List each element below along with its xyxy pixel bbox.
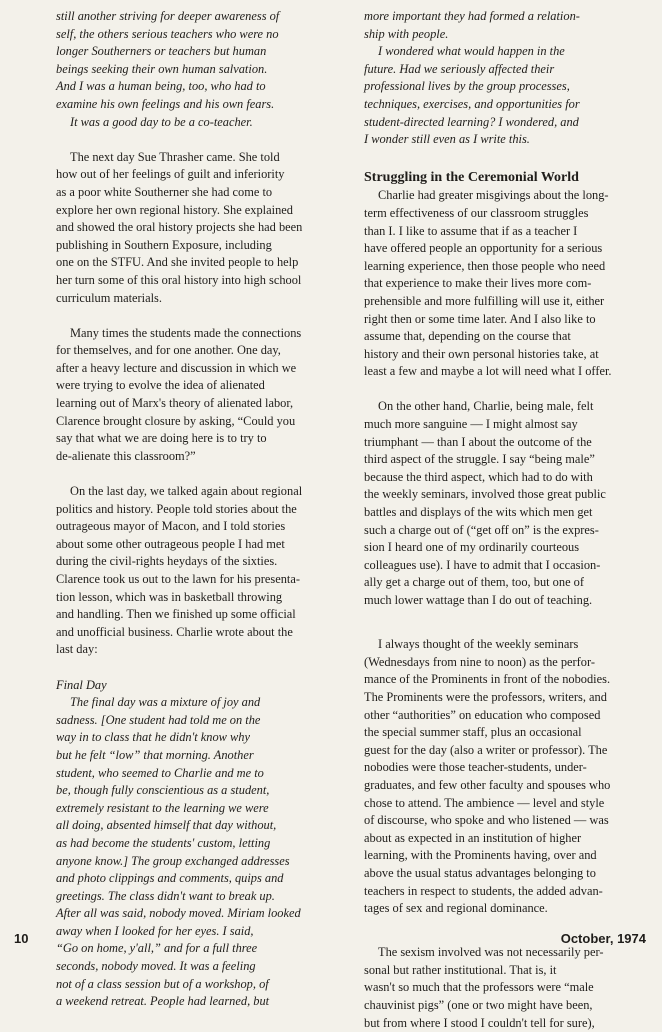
paragraph-line: the weekly seminars, involved those great public [364, 487, 606, 502]
paragraph-line: guest for the day (also a writer or professor). The [364, 742, 608, 757]
paragraph-line: of discourse, who spoke and who listened — was [364, 813, 609, 828]
quote-line: be, though fully conscientious as a student, [56, 783, 270, 798]
paragraph-weekly-seminars [364, 636, 648, 918]
quote-line: self, the others serious teachers who were no [56, 26, 279, 41]
paragraph-line: wasn't so much that the professors were “male [364, 980, 594, 995]
paragraph-line: because the third aspect, which had to do with [364, 469, 593, 484]
paragraph-line: one on the STFU. And she invited people to help [56, 255, 299, 270]
paragraph-line: publishing in Southern Exposure, including [56, 237, 272, 252]
right-column [364, 8, 648, 1032]
quote-line: a weekend retreat. People had learned, but [56, 994, 270, 1009]
quote-title: Final Day [56, 677, 107, 692]
paragraph-line: I always thought of the weekly seminars [378, 637, 579, 652]
quote-block-continued [364, 8, 648, 149]
quote-line: I wonder still even as I write this. [364, 132, 530, 147]
paragraph-line: The Prominents were the professors, writers, and [364, 689, 607, 704]
quote-line: beings seeking their own human salvation. [56, 61, 268, 76]
quote-line: more important they had formed a relation- [364, 9, 580, 23]
paragraph-line: Many times the students made the connections [70, 325, 302, 340]
paragraph-line: Clarence brought closure by asking, “Could you [56, 413, 296, 428]
quote-line: greetings. The class didn't want to break up. [56, 888, 275, 903]
paragraph-line: third aspect of the struggle. I say “being male” [364, 452, 595, 467]
paragraph-line: such a charge out of (“get off on” is the expres- [364, 522, 599, 537]
paragraph-line: about as expected in an institution of higher [364, 830, 582, 845]
quote-line: I wondered what would happen in the [378, 44, 565, 59]
paragraph-line: that experience to make their lives more com- [364, 276, 592, 291]
paragraph-line: right then or some time later. And I also like to [364, 311, 596, 326]
paragraph-line: have offered people an opportunity for a serious [364, 241, 603, 256]
paragraph-line: graduates, and few other faculty and spouses who [364, 777, 611, 792]
paragraph-line: learning out of Marx's theory of alienated labor, [56, 396, 294, 411]
quote-line: student, who seemed to Charlie and me to [56, 765, 264, 780]
paragraph-line: learning experience, then those people who need [364, 258, 606, 273]
paragraph-line: term effectiveness of our classroom struggles [364, 205, 589, 220]
paragraph-line: On the last day, we talked again about regional [70, 484, 303, 499]
quote-line: techniques, exercises, and opportunities for [364, 96, 580, 111]
paragraph-line: and showed the oral history projects she had been [56, 220, 303, 235]
paragraph-line: and handling. Then we finished up some official [56, 607, 296, 622]
paragraph-line: than I. I like to assume that if as a teacher I [364, 223, 578, 238]
quote-line: not of a class session but of a workshop, of [56, 976, 269, 991]
quote-line: sadness. [One student had told me on the [56, 712, 261, 727]
paragraph-line: triumphant — than I about the outcome of the [364, 434, 592, 449]
paragraph-line: On the other hand, Charlie, being male, felt [378, 399, 594, 414]
paragraph-line: battles and displays of the wits which men get [364, 505, 593, 520]
quote-line: “Go on home, y'all,” and for a full three [56, 941, 258, 956]
quote-line: examine his own feelings and his own fears. [56, 96, 275, 111]
paragraph-line: nobodies were those teacher-students, under- [364, 760, 587, 775]
paragraph-line: politics and history. People told stories about the [56, 501, 297, 516]
paragraph-line: Charlie had greater misgivings about the long- [378, 188, 609, 203]
paragraph-sexism [364, 944, 648, 1032]
quote-line: all doing, absented himself that day without, [56, 818, 277, 833]
paragraph-line: colleagues use). I have to admit that I occasion- [364, 557, 601, 572]
paragraph-line: during the civil-rights heydays of the sixties. [56, 554, 278, 569]
quote-line: extremely resistant to the learning we were [56, 800, 269, 815]
paragraph-line: other “authorities” on education who composed [364, 707, 601, 722]
paragraph-line: how out of her feelings of guilt and inferiority [56, 167, 285, 182]
paragraph-line: about some other outrageous people I had met [56, 536, 285, 551]
paragraph-line: the special summer staff, plus an occasional [364, 725, 582, 740]
quote-line: The final day was a mixture of joy and [70, 695, 261, 710]
paragraph-line: outrageous mayor of Macon, and I told stories [56, 519, 286, 534]
quote-line: way in to class that he didn't know why [56, 730, 251, 745]
paragraph-line: (Wednesdays from nine to noon) as the perfor- [364, 654, 596, 669]
paragraph-line: mance of the Prominents in front of the nobodies. [364, 672, 611, 687]
quote-line: student-directed learning? I wondered, and [364, 114, 579, 129]
quote-line: away when I looked for her eyes. I said, [56, 923, 254, 938]
section-heading: Struggling in the Ceremonial World [364, 170, 579, 186]
paragraph-line: were trying to evolve the idea of alienated [56, 378, 265, 393]
paragraph-line: The next day Sue Thrasher came. She told [70, 149, 280, 164]
paragraph-line: her turn some of this oral history into high school [56, 272, 302, 287]
paragraph-line: learning, with the Prominents having, over and [364, 848, 597, 863]
paragraph-line: sion I heard one of my ordinarily courteous [364, 540, 580, 555]
paragraph-line: after a heavy lecture and discussion in which we [56, 360, 297, 375]
quote-line: seconds, nobody moved. It was a feeling [56, 959, 256, 974]
quote-line: professional lives by the group processes, [364, 79, 570, 94]
quote-line: After all was said, nobody moved. Miriam looked [56, 906, 301, 921]
quote-line: still another striving for deeper awareness of [56, 9, 280, 23]
paragraph-line: tages of sex and regional dominance. [364, 901, 548, 916]
paragraph-line: explore her own regional history. She explained [56, 202, 293, 217]
paragraph-line: chose to attend. The ambience — level and style [364, 795, 605, 810]
paragraph-line: say that what we are doing here is to try to [56, 431, 267, 446]
paragraph-line: tion lesson, which was in basketball throwing [56, 589, 283, 604]
paragraph-misgivings [364, 187, 648, 381]
paragraph-line: least a few and maybe a lot will need what I offer. [364, 364, 612, 379]
quote-line: as had become the students' custom, letting [56, 835, 271, 850]
paragraph-line: curriculum materials. [56, 290, 162, 305]
paragraph-line: as a poor white Southerner she had come to [56, 184, 273, 199]
issue-date: October, 1974 [560, 931, 646, 946]
paragraph-last-day [56, 483, 326, 659]
left-column [56, 8, 326, 1011]
paragraph-line: The sexism involved was not necessarily per- [378, 945, 604, 960]
quote-line: anyone know.] The group exchanged addresses [56, 853, 290, 868]
paragraph-line: for themselves, and for one another. One day, [56, 343, 281, 358]
paragraph-line: teachers in respect to students, the added advan- [364, 883, 603, 898]
paragraph-line: Clarence took us out to the lawn for his presenta- [56, 572, 300, 586]
paragraph-charlie-sanguine [364, 398, 648, 609]
paragraph-line: history and their own personal histories take, at [364, 346, 599, 361]
quote-block-co-teacher [56, 8, 326, 131]
quote-line: ship with people. [364, 26, 449, 41]
paragraph-sue-thrasher [56, 149, 326, 307]
paragraph-line: sonal but rather institutional. That is, it [364, 962, 557, 977]
paragraph-line: de-alienate this classroom?” [56, 448, 196, 463]
paragraph-line: last day: [56, 642, 98, 657]
paragraph-line: above the usual status advantages belonging to [364, 865, 596, 880]
paragraph-line: chauvinist pigs” (one or two might have been, [364, 998, 593, 1013]
paragraph-connections [56, 325, 326, 466]
quote-line: It was a good day to be a co-teacher. [70, 114, 253, 129]
paragraph-line: prehensible and more fulfilling will use it, either [364, 293, 605, 308]
quote-line: future. Had we seriously affected their [364, 61, 555, 76]
quote-line: and photo clippings and comments, quips and [56, 871, 284, 886]
paragraph-line: but from where I stood I couldn't tell for sure), [364, 1015, 595, 1030]
paragraph-line: assume that, depending on the course that [364, 329, 571, 344]
paragraph-line: ally get a charge out of them, too, but one of [364, 575, 584, 590]
quote-line: longer Southerners or teachers but human [56, 44, 267, 59]
page-number: 10 [14, 931, 29, 946]
quote-block-final-day [56, 677, 326, 1011]
quote-line: And I was a human being, too, who had to [56, 79, 266, 94]
paragraph-line: and unofficial business. Charlie wrote about the [56, 624, 293, 639]
paragraph-line: much more sanguine — I might almost say [364, 417, 578, 432]
paragraph-line: much lower wattage than I do out of teaching. [364, 593, 593, 607]
quote-line: but he felt “low” that morning. Another [56, 747, 254, 762]
